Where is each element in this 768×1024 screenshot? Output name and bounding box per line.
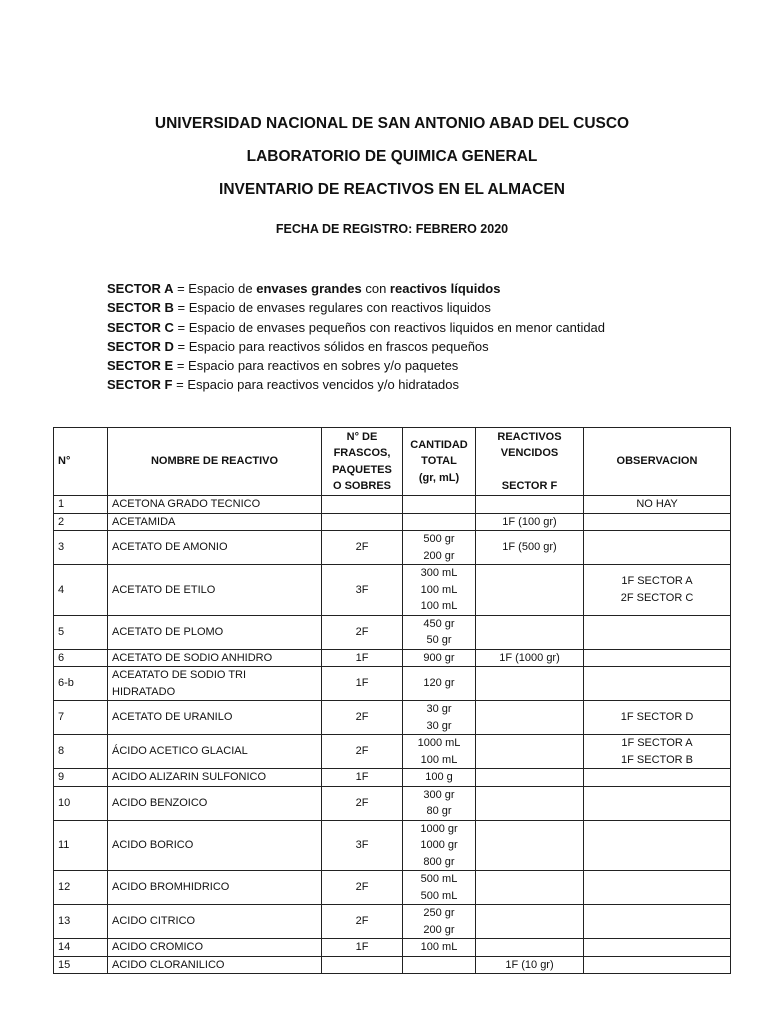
table-body [54, 496, 731, 974]
col-header-name: NOMBRE DE REACTIVO [108, 428, 322, 496]
sector-code: SECTOR F [107, 377, 173, 393]
cell-observation: NO HAY [584, 496, 731, 514]
cell-count: 1F [322, 769, 403, 787]
sector-code: SECTOR D [107, 338, 174, 354]
cell-name: ACETATO DE ETILO [108, 565, 322, 616]
cell-expired: 1F (10 gr) [476, 956, 584, 974]
cell-expired [476, 769, 584, 787]
cell-observation [584, 939, 731, 957]
cell-name: ACIDO CLORANILICO [108, 956, 322, 974]
cell-number: 14 [54, 939, 108, 957]
cell-expired [476, 496, 584, 514]
cell-number: 5 [54, 615, 108, 649]
cell-count [322, 496, 403, 514]
cell-quantity: 500 gr 200 gr [403, 531, 476, 565]
cell-count: 3F [322, 565, 403, 616]
cell-quantity [403, 496, 476, 514]
cell-count: 2F [322, 701, 403, 735]
cell-expired [476, 905, 584, 939]
cell-observation [584, 649, 731, 667]
cell-quantity: 250 gr 200 gr [403, 905, 476, 939]
table-row [54, 615, 731, 649]
cell-expired [476, 667, 584, 701]
cell-quantity: 1000 gr 1000 gr 800 gr [403, 820, 476, 871]
table-row [54, 531, 731, 565]
cell-expired: 1F (100 gr) [476, 513, 584, 531]
cell-quantity: 900 gr [403, 649, 476, 667]
sector-code: SECTOR B [107, 300, 174, 316]
cell-quantity: 500 mL 500 mL [403, 871, 476, 905]
table-row [54, 769, 731, 787]
table-row [54, 701, 731, 735]
cell-number: 12 [54, 871, 108, 905]
cell-observation [584, 820, 731, 871]
cell-name: ACIDO ALIZARIN SULFONICO [108, 769, 322, 787]
table-row [54, 667, 731, 701]
cell-number: 11 [54, 820, 108, 871]
cell-observation [584, 905, 731, 939]
cell-name: ACIDO CROMICO [108, 939, 322, 957]
cell-number: 13 [54, 905, 108, 939]
cell-expired: 1F (1000 gr) [476, 649, 584, 667]
sector-code: SECTOR E [107, 358, 174, 374]
sector-f-line: SECTOR F = Espacio para reactivos vencidos y/o hidratados [107, 377, 460, 393]
table-row [54, 820, 731, 871]
cell-observation [584, 615, 731, 649]
cell-expired [476, 701, 584, 735]
table-row [54, 565, 731, 616]
table-header-row [54, 428, 731, 496]
cell-name: ACIDO CITRICO [108, 905, 322, 939]
cell-expired [476, 565, 584, 616]
cell-count: 1F [322, 649, 403, 667]
cell-count: 2F [322, 531, 403, 565]
table-row [54, 786, 731, 820]
cell-number: 7 [54, 701, 108, 735]
cell-name: ÁCIDO ACETICO GLACIAL [108, 735, 322, 769]
cell-observation [584, 531, 731, 565]
table-row [54, 496, 731, 514]
registration-date: FECHA DE REGISTRO: FEBRERO 2020 [275, 222, 509, 236]
cell-count: 2F [322, 905, 403, 939]
cell-observation [584, 871, 731, 905]
sector-c-line: SECTOR C = Espacio de envases pequeños con reactivos liquidos en menor cantidad [107, 319, 606, 335]
cell-expired [476, 786, 584, 820]
cell-expired [476, 735, 584, 769]
cell-name: ACETAMIDA [108, 513, 322, 531]
cell-name: ACETONA GRADO TECNICO [108, 496, 322, 514]
inventory-title: INVENTARIO DE REACTIVOS EN EL ALMACEN [219, 181, 565, 198]
table-row [54, 956, 731, 974]
cell-quantity: 100 g [403, 769, 476, 787]
cell-observation [584, 956, 731, 974]
table-row [54, 939, 731, 957]
cell-number: 1 [54, 496, 108, 514]
inventory-table [53, 427, 731, 974]
cell-name: ACETATO DE AMONIO [108, 531, 322, 565]
cell-observation: 1F SECTOR A 1F SECTOR B [584, 735, 731, 769]
table-row [54, 513, 731, 531]
sector-b-line: SECTOR B = Espacio de envases regulares con reactivos liquidos [107, 300, 491, 316]
cell-number: 10 [54, 786, 108, 820]
cell-number: 2 [54, 513, 108, 531]
cell-quantity: 300 mL 100 mL 100 mL [403, 565, 476, 616]
cell-observation [584, 513, 731, 531]
cell-quantity: 120 gr [403, 667, 476, 701]
cell-count: 2F [322, 735, 403, 769]
cell-number: 15 [54, 956, 108, 974]
cell-quantity: 30 gr 30 gr [403, 701, 476, 735]
cell-quantity [403, 956, 476, 974]
cell-quantity: 300 gr 80 gr [403, 786, 476, 820]
cell-number: 4 [54, 565, 108, 616]
sector-code: SECTOR C [107, 319, 174, 335]
cell-name: ACETATO DE SODIO ANHIDRO [108, 649, 322, 667]
cell-name: ACETATO DE PLOMO [108, 615, 322, 649]
document-header [0, 114, 768, 213]
laboratory-title: LABORATORIO DE QUIMICA GENERAL [246, 148, 538, 165]
cell-quantity: 100 mL [403, 939, 476, 957]
col-header-expired: REACTIVOS VENCIDOS SECTOR F [476, 428, 584, 496]
cell-observation [584, 769, 731, 787]
col-header-number: N° [54, 428, 108, 496]
table-row [54, 871, 731, 905]
cell-count: 3F [322, 820, 403, 871]
cell-expired: 1F (500 gr) [476, 531, 584, 565]
cell-expired [476, 615, 584, 649]
cell-number: 6-b [54, 667, 108, 701]
cell-observation: 1F SECTOR A 2F SECTOR C [584, 565, 731, 616]
cell-expired [476, 871, 584, 905]
col-header-quantity: CANTIDAD TOTAL (gr, mL) [403, 428, 476, 496]
cell-observation [584, 786, 731, 820]
cell-number: 8 [54, 735, 108, 769]
sector-a-line: SECTOR A = Espacio de envases grandes con reactivos líquidos [107, 281, 501, 296]
cell-name: ACETATO DE URANILO [108, 701, 322, 735]
cell-quantity [403, 513, 476, 531]
cell-expired [476, 939, 584, 957]
cell-count [322, 513, 403, 531]
sector-code: SECTOR A [107, 281, 174, 296]
sector-d-line: SECTOR D = Espacio para reactivos sólidos en frascos pequeños [107, 338, 489, 354]
cell-count [322, 956, 403, 974]
cell-quantity: 1000 mL 100 mL [403, 735, 476, 769]
cell-name: ACIDO BENZOICO [108, 786, 322, 820]
cell-name: ACIDO BROMHIDRICO [108, 871, 322, 905]
table-row [54, 649, 731, 667]
cell-name: ACIDO BORICO [108, 820, 322, 871]
cell-count: 2F [322, 615, 403, 649]
table-row [54, 735, 731, 769]
col-header-observation: OBSERVACION [584, 428, 731, 496]
cell-number: 6 [54, 649, 108, 667]
cell-observation [584, 667, 731, 701]
cell-number: 9 [54, 769, 108, 787]
cell-count: 2F [322, 871, 403, 905]
university-title: UNIVERSIDAD NACIONAL DE SAN ANTONIO ABAD DEL CUSCO [154, 115, 630, 132]
col-header-count: N° DE FRASCOS, PAQUETES O SOBRES [322, 428, 403, 496]
cell-observation: 1F SECTOR D [584, 701, 731, 735]
cell-count: 2F [322, 786, 403, 820]
cell-name: ACEATATO DE SODIO TRI HIDRATADO [108, 667, 322, 701]
cell-number: 3 [54, 531, 108, 565]
cell-expired [476, 820, 584, 871]
table-row [54, 905, 731, 939]
sector-legend [107, 279, 605, 395]
cell-quantity: 450 gr 50 gr [403, 615, 476, 649]
sector-e-line: SECTOR E = Espacio para reactivos en sobres y/o paquetes [107, 358, 459, 374]
cell-count: 1F [322, 667, 403, 701]
cell-count: 1F [322, 939, 403, 957]
